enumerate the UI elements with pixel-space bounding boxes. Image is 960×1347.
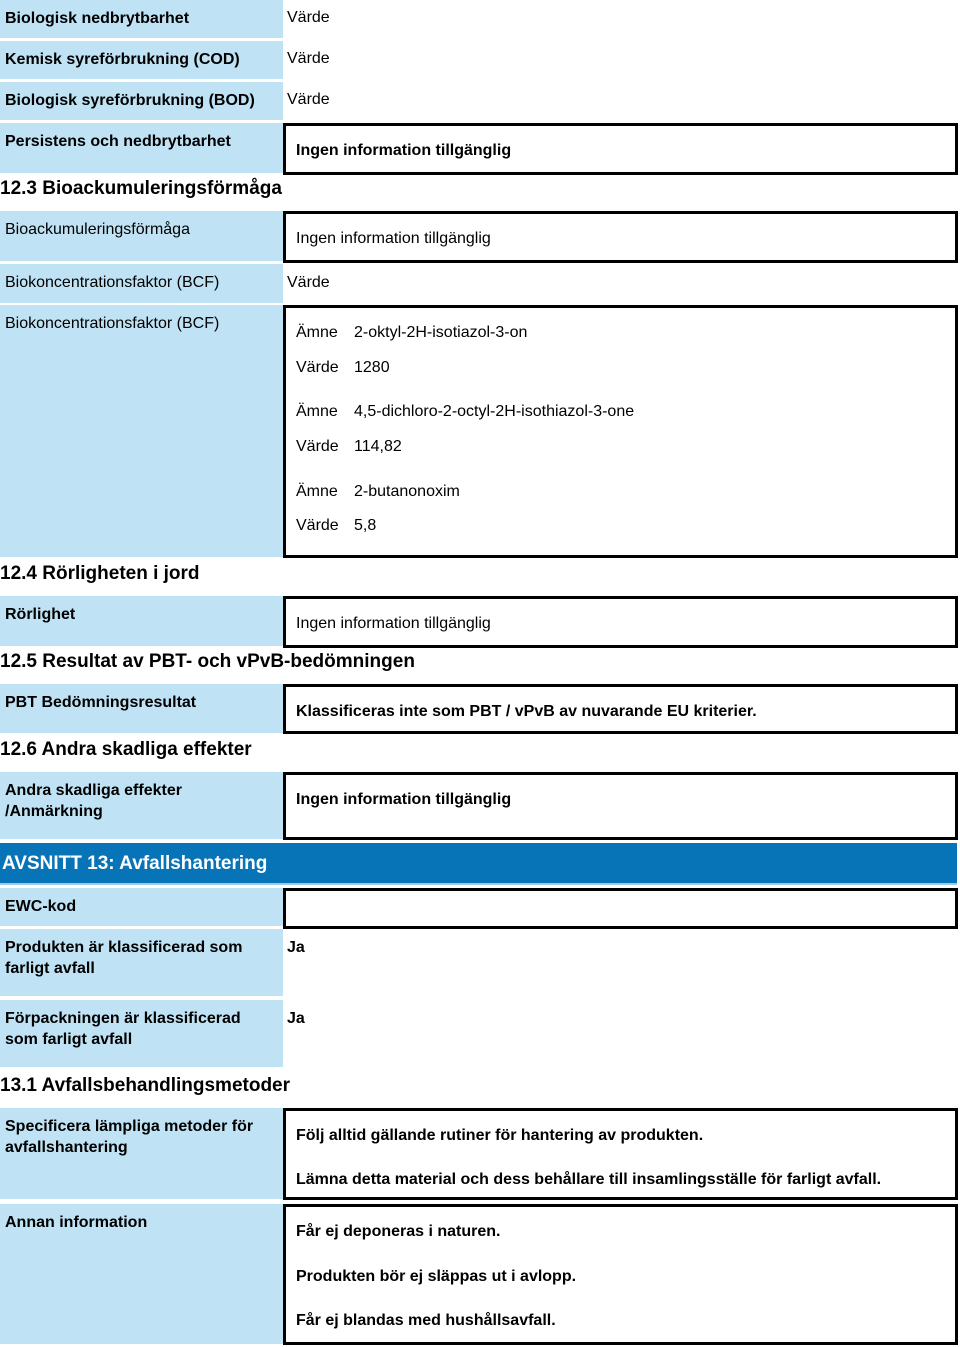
value-bod: Värde (287, 91, 330, 108)
bioackumulering-box (283, 211, 958, 263)
value-persistens: Ingen information tillgänglig (296, 142, 512, 159)
value-row: Värde 114,82 (296, 438, 402, 455)
label-forpackning: Förpackningen är klassificerad som farligt avfall (0, 1000, 283, 1067)
value-andra-skadliga: Ingen information tillgänglig (296, 791, 512, 808)
label-farligt-avfall: Produkten är klassificerad som farligt avfall (0, 929, 283, 996)
andra-skadliga-box (283, 772, 958, 840)
label-metoder: Specificera lämpliga metoder för avfallshantering (0, 1108, 283, 1199)
bcf-substances-box (283, 305, 958, 558)
value-farligt-avfall: Ja (287, 939, 305, 956)
label-bcf-1: Biokoncentrationsfaktor (BCF) (0, 264, 283, 303)
value-biologisk-nedbrytbarhet: Värde (287, 9, 330, 26)
substance-row: Ämne 2-oktyl-2H-isotiazol-3-on (296, 324, 528, 341)
label-persistens: Persistens och nedbrytbarhet (0, 123, 283, 173)
value-metoder-1: Följ alltid gällande rutiner för hantering av produkten. (296, 1127, 704, 1144)
persistens-box (283, 123, 958, 175)
section-heading-13-1: 13.1 Avfallsbehandlingsmetoder (0, 1075, 291, 1096)
value-row: Värde 1280 (296, 359, 390, 376)
label-andra-skadliga-effekter: Andra skadliga effekter /Anmärkning (0, 772, 283, 839)
section-heading-12-4: 12.4 Rörligheten i jord (0, 563, 200, 584)
label-pbt: PBT Bedömningsresultat (0, 684, 283, 733)
value-forpackning: Ja (287, 1010, 305, 1027)
value-pbt: Klassificeras inte som PBT / vPvB av nuvarande EU kriterier. (296, 703, 757, 720)
value-row: Värde 5,8 (296, 517, 377, 534)
value-bioackumulering: Ingen information tillgänglig (296, 230, 491, 247)
value-annan-2: Produkten bör ej släppas ut i avlopp. (296, 1268, 577, 1285)
substance-row: Ämne 4,5-dichloro-2-octyl-2H-isothiazol-3-one (296, 403, 635, 420)
label-bioackumulering: Bioackumuleringsförmåga (0, 211, 283, 261)
rorlighet-box (283, 596, 958, 648)
value-bcf-1: Värde (287, 274, 330, 291)
label-biologisk-nedbrytbarhet: Biologisk nedbrytbarhet (0, 0, 283, 38)
value-metoder-2: Lämna detta material och dess behållare till insamlingsställe för farligt avfall. (296, 1171, 882, 1188)
metoder-box (283, 1108, 958, 1200)
ewc-kod-box (283, 888, 958, 929)
label-ewc-kod: EWC-kod (0, 888, 283, 926)
value-annan-3: Får ej blandas med hushållsavfall. (296, 1312, 556, 1329)
section-heading-12-3: 12.3 Bioackumuleringsförmåga (0, 178, 282, 199)
section-band-13: AVSNITT 13: Avfallshantering (0, 843, 957, 885)
substance-row: Ämne 2-butanonoxim (296, 483, 460, 500)
pbt-box (283, 684, 958, 734)
label-bod: Biologisk syreförbrukning (BOD) (0, 82, 283, 120)
section-heading-12-6: 12.6 Andra skadliga effekter (0, 739, 252, 760)
value-rorlighet: Ingen information tillgänglig (296, 615, 491, 632)
value-annan-1: Får ej deponeras i naturen. (296, 1223, 501, 1240)
label-rorlighet: Rörlighet (0, 596, 283, 646)
annan-information-box (283, 1204, 958, 1345)
label-annan-information: Annan information (0, 1204, 283, 1344)
label-bcf-2: Biokoncentrationsfaktor (BCF) (0, 305, 283, 557)
value-cod: Värde (287, 50, 330, 67)
section-heading-12-5: 12.5 Resultat av PBT- och vPvB-bedömningen (0, 651, 415, 672)
label-cod: Kemisk syreförbrukning (COD) (0, 41, 283, 79)
